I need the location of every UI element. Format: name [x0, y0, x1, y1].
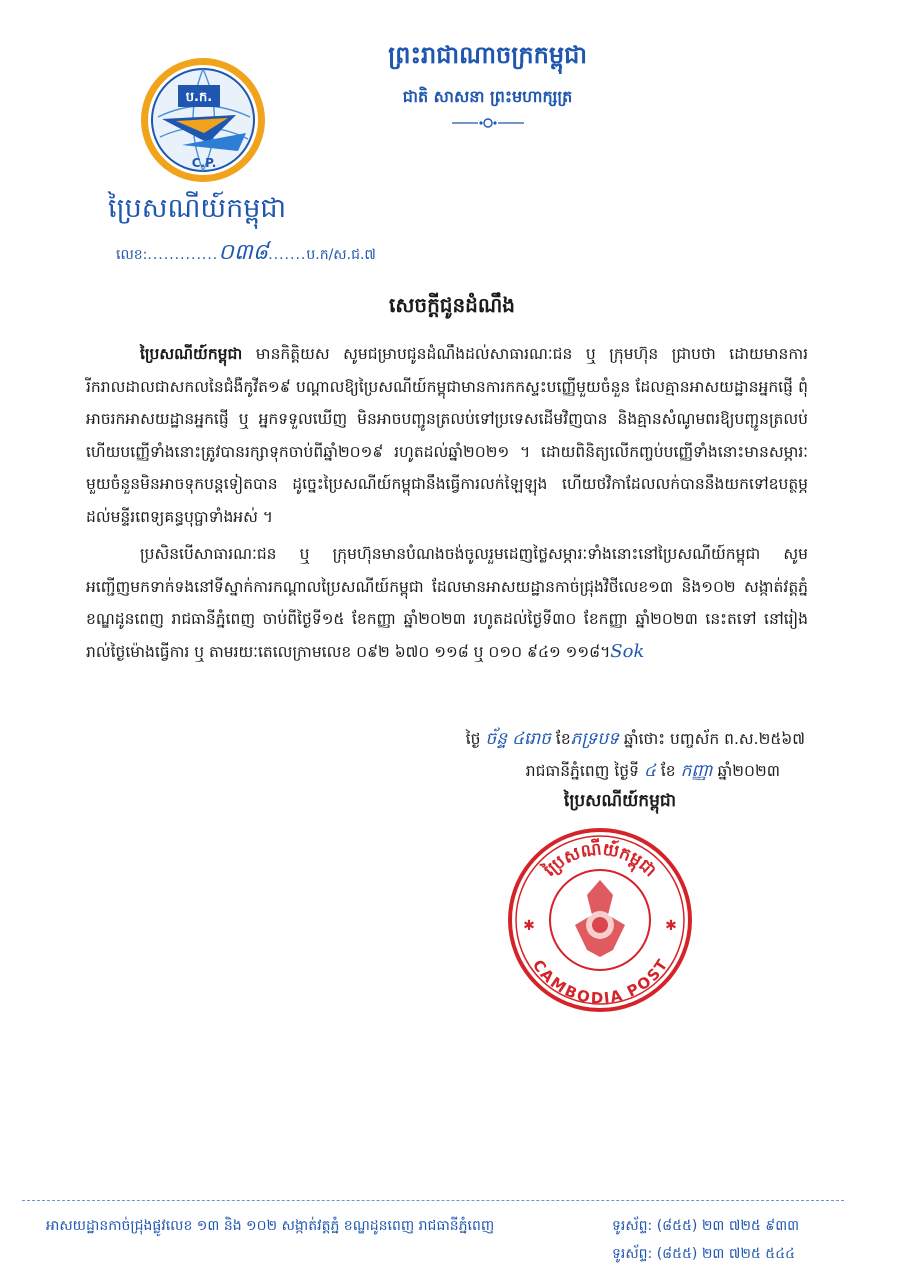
svg-text:✱: ✱ [665, 918, 677, 934]
stamp-bottom-text: CAMBODIA POST [528, 956, 672, 1008]
ornament-divider [448, 116, 528, 130]
kingdom-heading: ព្រះរាជាណាចក្រកម្ពុជា [388, 41, 587, 69]
solar-day: ៤ [643, 761, 656, 781]
lunar-dateline [395, 728, 805, 753]
lunar-day: ច័ន្ទ [485, 729, 508, 749]
signer-name: ប្រៃសណីយ៍កម្ពុជា [563, 791, 677, 811]
lunar-month-label: ខែ [555, 730, 571, 748]
para1-text: មានកិត្តិយស សូមជម្រាបជូនដំណឹងដល់សាធារណៈជន ឬ ក្រុមហ៊ុន ជ្រាបថា ដោយមានការរីករាលដាលជាសកលនៃជំងឺកូវីត១៩ បណ្តាលឱ្យប្រៃសណីយ៍កម្ពុជាមានការកកស្ទះបញ្ញើមួយចំនួន ដែលគ្មានអាសយដ្ឋានអ្នកផ្ញើ ពុំអាចរកអាសយដ្ឋានអ្នកផ្ញើ ឬ អ្នកទទួលឃើញ មិនអាចបញ្ជូនត្រលប់ទៅប្រទេសដើមវិញបាន និងគ្មានសំណូមពរឱ្យបញ្ជូនត្រលប់ ហើយបញ្ញើទាំងនោះត្រូវបានរក្សាទុកចាប់ពីឆ្នាំ២០១៩ រហូតដល់ឆ្នាំ២០២១ ។ ដោយពិនិត្យលើកញ្ចប់បញ្ញើទាំងនោះមានសម្ភារៈមួយចំនួនមិនអាចទុកបន្តទៀតបាន ដូច្នេះប្រៃសណីយ៍កម្ពុជានឹងធ្វើការលក់ឡៃឡុង ហើយថវិកាដែលលក់បាននឹងយកទៅឧបត្ថម្ភដល់មន្ទីរពេទ្យគន្ធបុប្ផាទាំងអស់ ។ [86, 345, 808, 526]
reference-line [116, 238, 376, 270]
official-stamp [505, 825, 695, 1015]
document-title: សេចក្តីជូនដំណឹង [389, 293, 515, 317]
para1-lead: ប្រៃសណីយ៍កម្ពុជា [140, 345, 243, 363]
cambodia-post-logo [138, 55, 268, 185]
body-paragraph-2 [86, 538, 808, 668]
footer-divider [22, 1200, 844, 1201]
svg-text:✱: ✱ [523, 918, 535, 934]
para2-text: ប្រសិនបើសាធារណៈជន ឬ ក្រុមហ៊ុនមានបំណងចង់ចូលរួមដេញថ្លៃសម្ភារៈទាំងនោះនៅប្រៃសណីយ៍កម្ពុជា សូមអញ្ជើញមកទាក់ទងនៅទីស្នាក់ការកណ្តាលប្រៃសណីយ៍កម្ពុជា ដែលមានអាសយដ្ឋានកាច់ជ្រុងវិថីលេខ១៣ និង១០២ សង្កាត់វត្តភ្នំ ខណ្ឌដូនពេញ រាជធានីភ្នំពេញ ចាប់ពីថ្ងៃទី១៥ ខែកញ្ញា ឆ្នាំ២០២៣ រហូតដល់ថ្ងៃទី៣០ ខែកញ្ញា ឆ្នាំ២០២៣ នេះតទៅ នៅរៀងរាល់ថ្ងៃម៉ោងធ្វើការ ឬ តាមរយៈតេលេក្រាមលេខ ០៩២ ៦៧០ ១១៨ ឬ ០១០ ៩៤១ ១១៨។ [86, 545, 808, 661]
lunar-year: ឆ្នាំថោះ បញ្ចស័ក ព.ស.២៥៦៧ [623, 730, 805, 748]
place-label: រាជធានីភ្នំពេញ ថ្ងៃទី [525, 762, 639, 780]
lunar-month: ភទ្របទ [570, 729, 619, 749]
ref-suffix: ប.ក/ស.ជ.៧ [306, 247, 376, 263]
national-motto: ជាតិ សាសនា ព្រះមហាក្សត្រ [402, 87, 573, 106]
solar-month-label: ខែ [660, 762, 676, 780]
lunar-day-label: ថ្ងៃ [465, 730, 481, 748]
solar-year: ឆ្នាំ២០២៣ [717, 762, 780, 780]
footer-phone-2: ទូរស័ព្ទ: (៨៥៥) ២៣ ៧២៥ ៥៤៤ [612, 1246, 796, 1262]
solar-month: កញ្ញា [680, 761, 713, 781]
body-paragraph-1 [86, 338, 808, 533]
logo-bottom-text: C.P. [191, 156, 217, 170]
footer-phone-1: ទូរស័ព្ទ: (៨៥៥) ២៣ ៧២៥ ៩៣៣ [612, 1218, 800, 1234]
ref-dots: ............. [147, 247, 219, 263]
stamp-top-text: ប្រៃសណីយ៍កម្ពុជា [540, 839, 660, 882]
lunar-date: ៤រោច [511, 729, 551, 749]
solar-dateline [395, 760, 780, 785]
footer-address: អាសយដ្ឋានកាច់ជ្រុងផ្លូវលេខ ១៣ និង ១០២ សង្កាត់វត្តភ្នំ ខណ្ឌដូនពេញ រាជធានីភ្នំពេញ [46, 1218, 495, 1234]
ref-number: ០៣៨ [218, 240, 269, 265]
org-name: ប្រៃសណីយ៍កម្ពុជា [108, 193, 287, 224]
ref-dots-2: ....... [268, 247, 307, 263]
para2-scribble: Sok [610, 640, 645, 662]
logo-top-text: ប.ក. [185, 90, 213, 105]
ref-label: លេខ: [116, 247, 148, 263]
